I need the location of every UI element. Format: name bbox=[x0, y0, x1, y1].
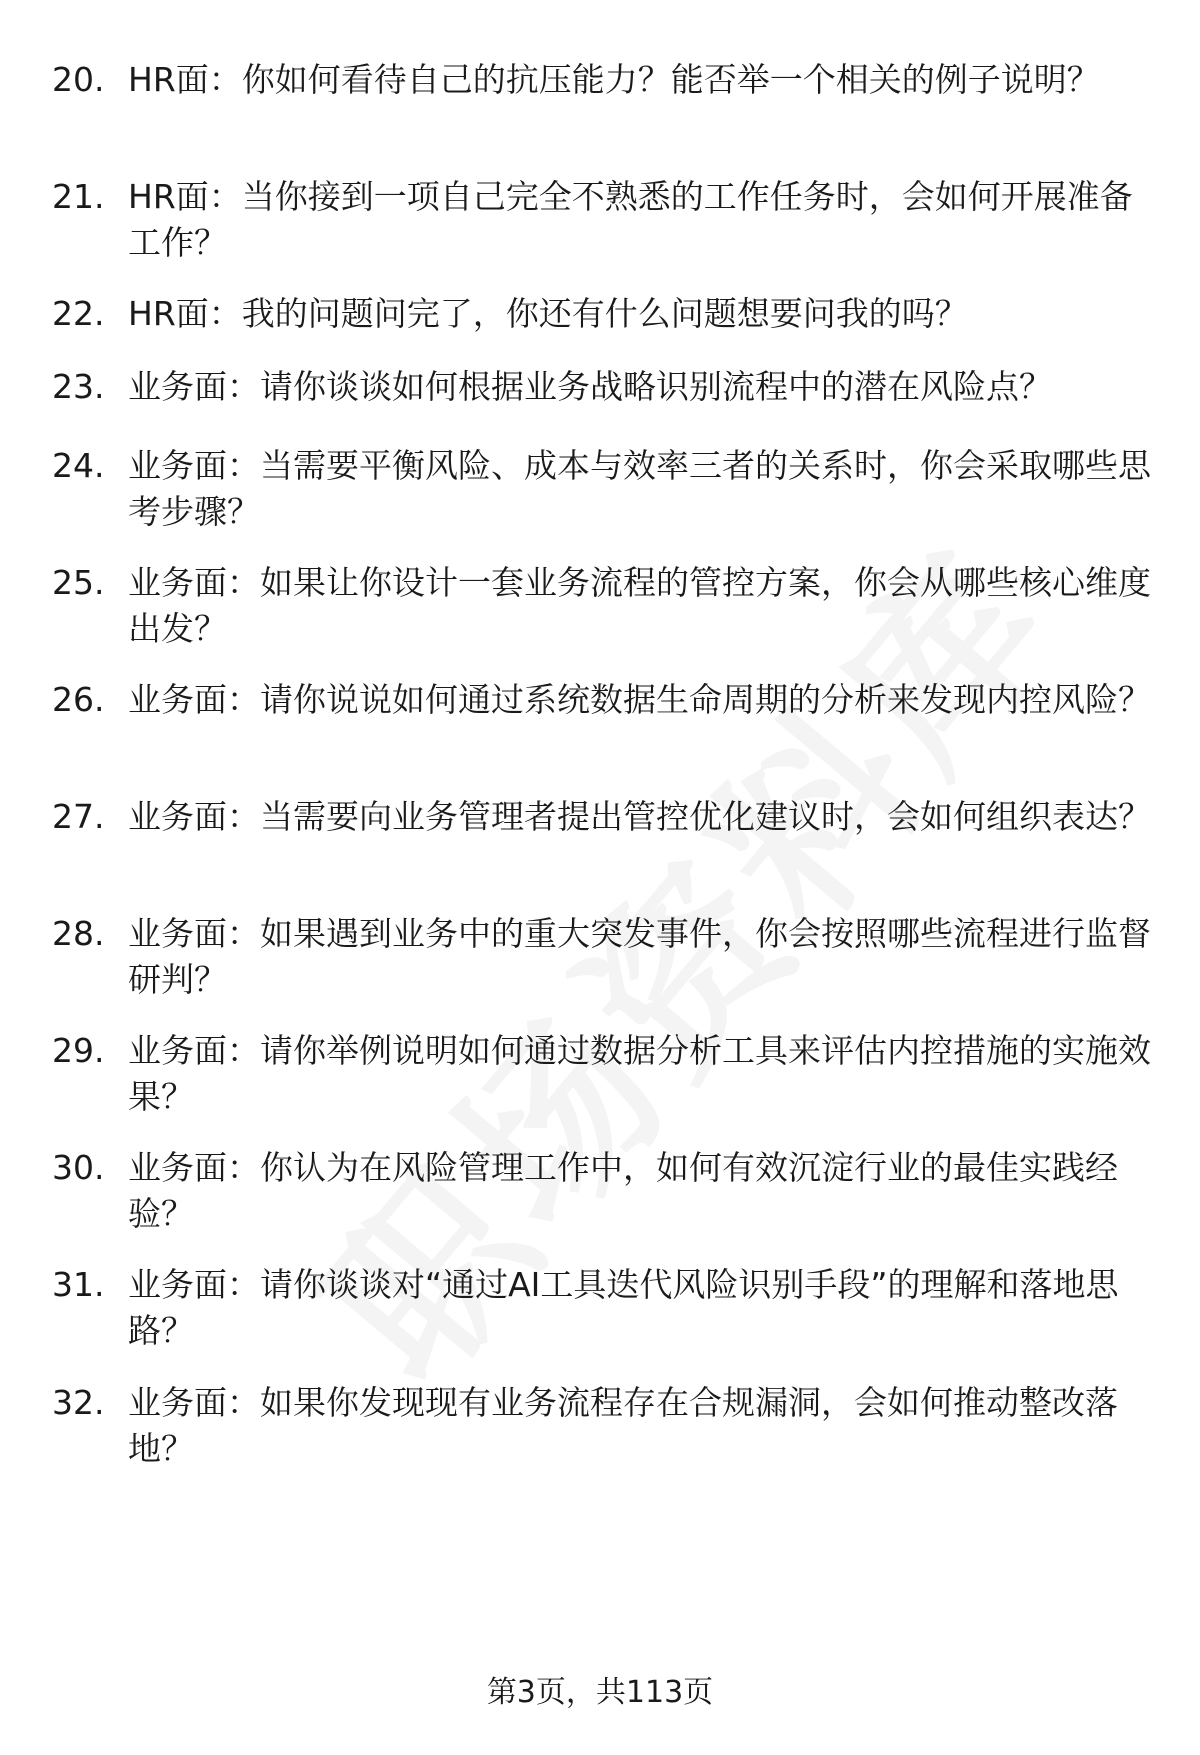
question-text: 业务面：请你说说如何通过系统数据生命周期的分析来发现内控风险？ bbox=[128, 680, 1151, 719]
question-number: 27. bbox=[52, 797, 105, 836]
question-number: 26. bbox=[52, 680, 105, 719]
question-text: 业务面：请你举例说明如何通过数据分析工具来评估内控措施的实施效果？ bbox=[128, 1031, 1151, 1116]
question-number: 24. bbox=[52, 446, 105, 485]
question-number: 30. bbox=[52, 1148, 105, 1187]
question-number: 29. bbox=[52, 1031, 105, 1070]
question-number: 20. bbox=[52, 60, 105, 99]
question-text: 业务面：当需要平衡风险、成本与效率三者的关系时，你会采取哪些思考步骤？ bbox=[128, 446, 1151, 531]
question-number: 25. bbox=[52, 563, 105, 602]
question-text: HR面：我的问题问完了，你还有什么问题想要问我的吗？ bbox=[128, 294, 968, 333]
question-text: 业务面：当需要向业务管理者提出管控优化建议时，会如何组织表达？ bbox=[128, 797, 1151, 836]
question-number: 32. bbox=[52, 1383, 105, 1422]
question-number: 23. bbox=[52, 367, 105, 406]
question-text: 业务面：如果遇到业务中的重大突发事件，你会按照哪些流程进行监督研判？ bbox=[128, 914, 1151, 999]
question-text: HR面：你如何看待自己的抗压能力？能否举一个相关的例子说明？ bbox=[128, 60, 1100, 99]
question-number: 28. bbox=[52, 914, 105, 953]
question-number: 31. bbox=[52, 1265, 105, 1304]
question-text: 业务面：如果让你设计一套业务流程的管控方案，你会从哪些核心维度出发？ bbox=[128, 563, 1151, 648]
question-text: 业务面：请你谈谈对“通过AI工具迭代风险识别手段”的理解和落地思路？ bbox=[128, 1265, 1119, 1350]
question-text: 业务面：请你谈谈如何根据业务战略识别流程中的潜在风险点？ bbox=[128, 367, 1052, 406]
question-text: 业务面：你认为在风险管理工作中，如何有效沉淀行业的最佳实践经验？ bbox=[128, 1148, 1118, 1233]
question-number: 21. bbox=[52, 177, 105, 216]
question-text: 业务面：如果你发现现有业务流程存在合规漏洞，会如何推动整改落地？ bbox=[128, 1383, 1118, 1468]
question-text: HR面：当你接到一项自己完全不熟悉的工作任务时，会如何开展准备工作？ bbox=[128, 177, 1133, 262]
page-footer: 第3页，共113页 bbox=[486, 1675, 714, 1710]
question-number: 22. bbox=[52, 294, 105, 333]
